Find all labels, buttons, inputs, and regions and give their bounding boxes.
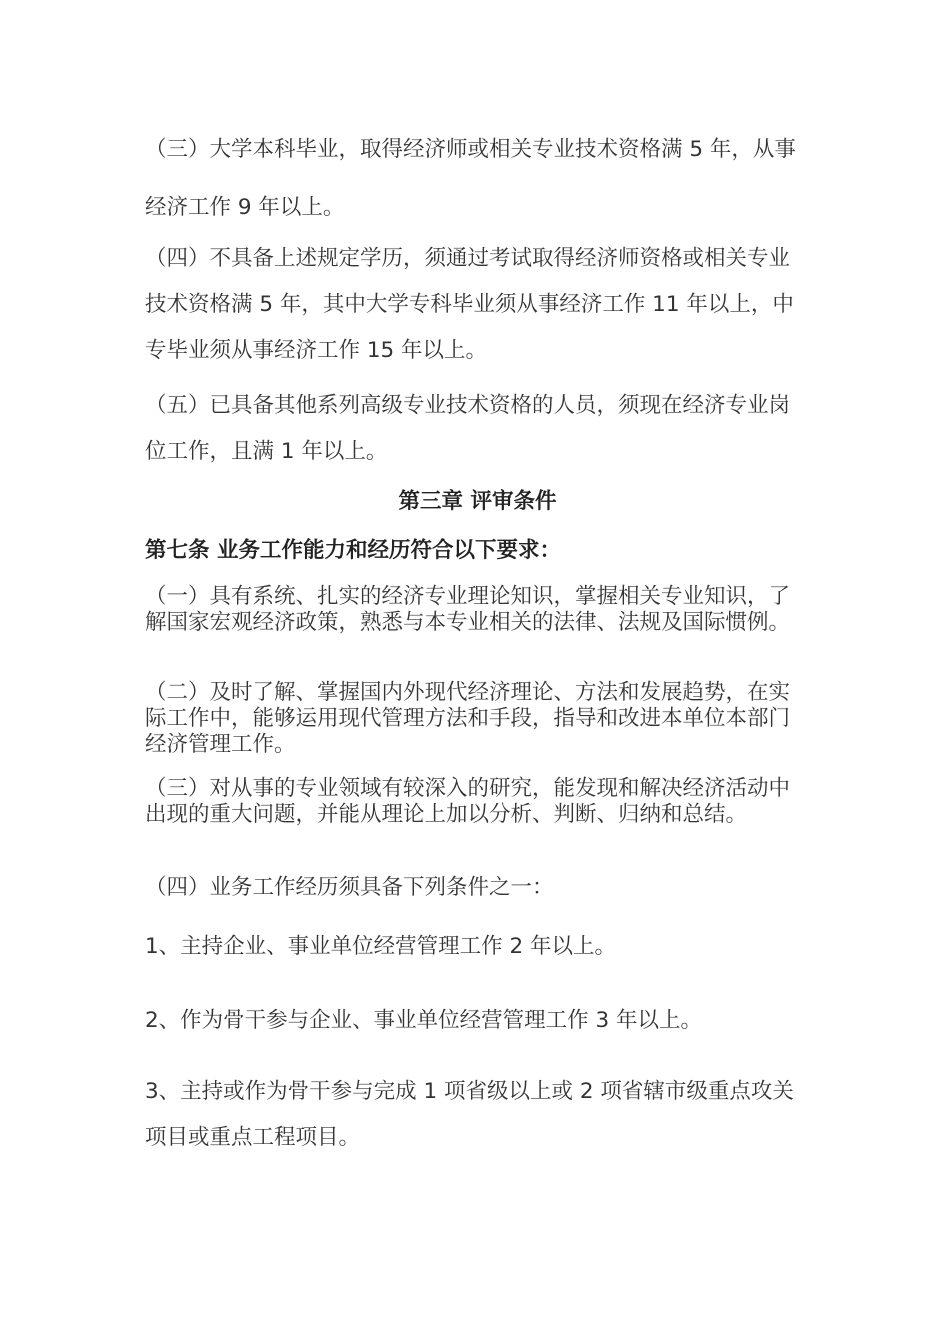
list-item-1: 1、主持企业、事业单位经营管理工作 2 年以上。 — [145, 934, 617, 959]
paragraph-theory-knowledge: （一）具有系统、扎实的经济专业理论知识，掌握相关专业知识，了解国家宏观经济政策，熟悉与本专业相关的法律、法规及国际惯例。 — [145, 584, 791, 635]
article-title: 第七条 业务工作能力和经历符合以下要求： — [145, 538, 561, 563]
paragraph-bachelor-requirement: （三）大学本科毕业，取得经济师或相关专业技术资格满 5 年，从事经济工作 9 年以上。 — [145, 137, 796, 220]
paragraph-other-series-requirement: （五）已具备其他系列高级专业技术资格的人员，须现在经济专业岗位工作，且满 1 年以上。 — [145, 393, 791, 464]
paragraph-modern-management: （二）及时了解、掌握国内外现代经济理论、方法和发展趋势，在实际工作中，能够运用现代管理方法和手段，指导和改进本单位本部门经济管理工作。 — [145, 680, 791, 757]
paragraph-no-degree-requirement: （四）不具备上述规定学历，须通过考试取得经济师资格或相关专业技术资格满 5 年，其中大学专科毕业须从事经济工作 11 年以上，中专毕业须从事经济工作 15 年以上。 — [145, 246, 794, 363]
chapter-title: 第三章 评审条件 — [398, 489, 557, 514]
paragraph-work-experience-intro: （四）业务工作经历须具备下列条件之一： — [145, 875, 554, 900]
paragraph-research-ability: （三）对从事的专业领域有较深入的研究，能发现和解决经济活动中出现的重大问题，并能从理论上加以分析、判断、归纳和总结。 — [145, 776, 791, 827]
list-item-3: 3、主持或作为骨干参与完成 1 项省级以上或 2 项省辖市级重点攻关项目或重点工程项目。 — [145, 1079, 794, 1150]
list-item-2: 2、作为骨干参与企业、事业单位经营管理工作 3 年以上。 — [145, 1008, 703, 1033]
